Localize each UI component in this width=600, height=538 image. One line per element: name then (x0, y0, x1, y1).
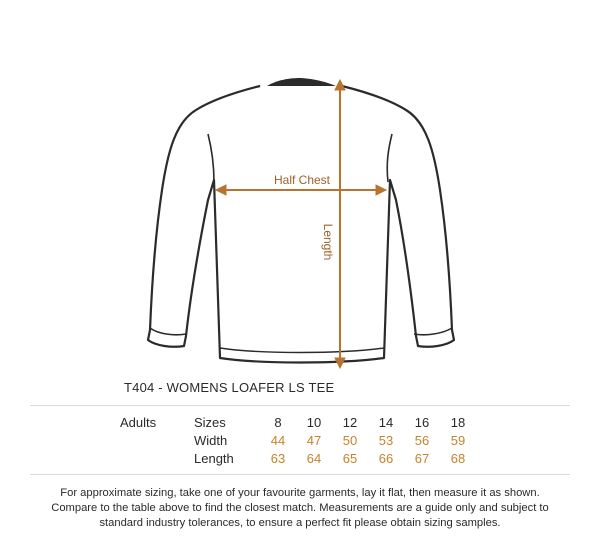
half-chest-label: Half Chest (273, 173, 331, 187)
group-label: Adults (120, 415, 157, 430)
table-cell: 67 (414, 451, 430, 466)
table-cell: 12 (342, 415, 358, 430)
table-cell: 63 (270, 451, 286, 466)
table-cell: 16 (414, 415, 430, 430)
table-cell: 47 (306, 433, 322, 448)
row-label: Width (194, 433, 228, 448)
table-cell: 44 (270, 433, 286, 448)
table-cell: 50 (342, 433, 358, 448)
size-table (120, 414, 476, 468)
table-cell: 53 (378, 433, 394, 448)
divider-top (30, 405, 570, 406)
table-cell: 10 (306, 415, 322, 430)
table-cell: 64 (306, 451, 322, 466)
length-label: Length (321, 223, 335, 261)
table-cell: 68 (450, 451, 466, 466)
table-row (120, 432, 476, 450)
row-label: Length (194, 451, 234, 466)
table-cell: 66 (378, 451, 394, 466)
note-line: For approximate sizing, take one of your favourite garments, lay it flat, then measure it as shown. (60, 487, 540, 499)
row-label: Sizes (194, 415, 226, 430)
note-line: standard industry tolerances, to ensure a perfect fit please obtain sizing samples. (99, 517, 501, 529)
table-cell: 8 (274, 415, 282, 430)
table-row (120, 450, 476, 468)
product-title: T404 - WOMENS LOAFER LS TEE (124, 380, 335, 395)
sizing-note (20, 486, 580, 531)
table-cell: 14 (378, 415, 394, 430)
table-cell: 56 (414, 433, 430, 448)
table-row (120, 414, 476, 432)
note-line: Compare to the table above to find the closest match. Measurements are a guide only and subject to (51, 502, 549, 514)
tee-outline (148, 86, 454, 363)
table-cell: 18 (450, 415, 466, 430)
table-cell: 59 (450, 433, 466, 448)
divider-bottom (30, 474, 570, 475)
table-cell: 65 (342, 451, 358, 466)
